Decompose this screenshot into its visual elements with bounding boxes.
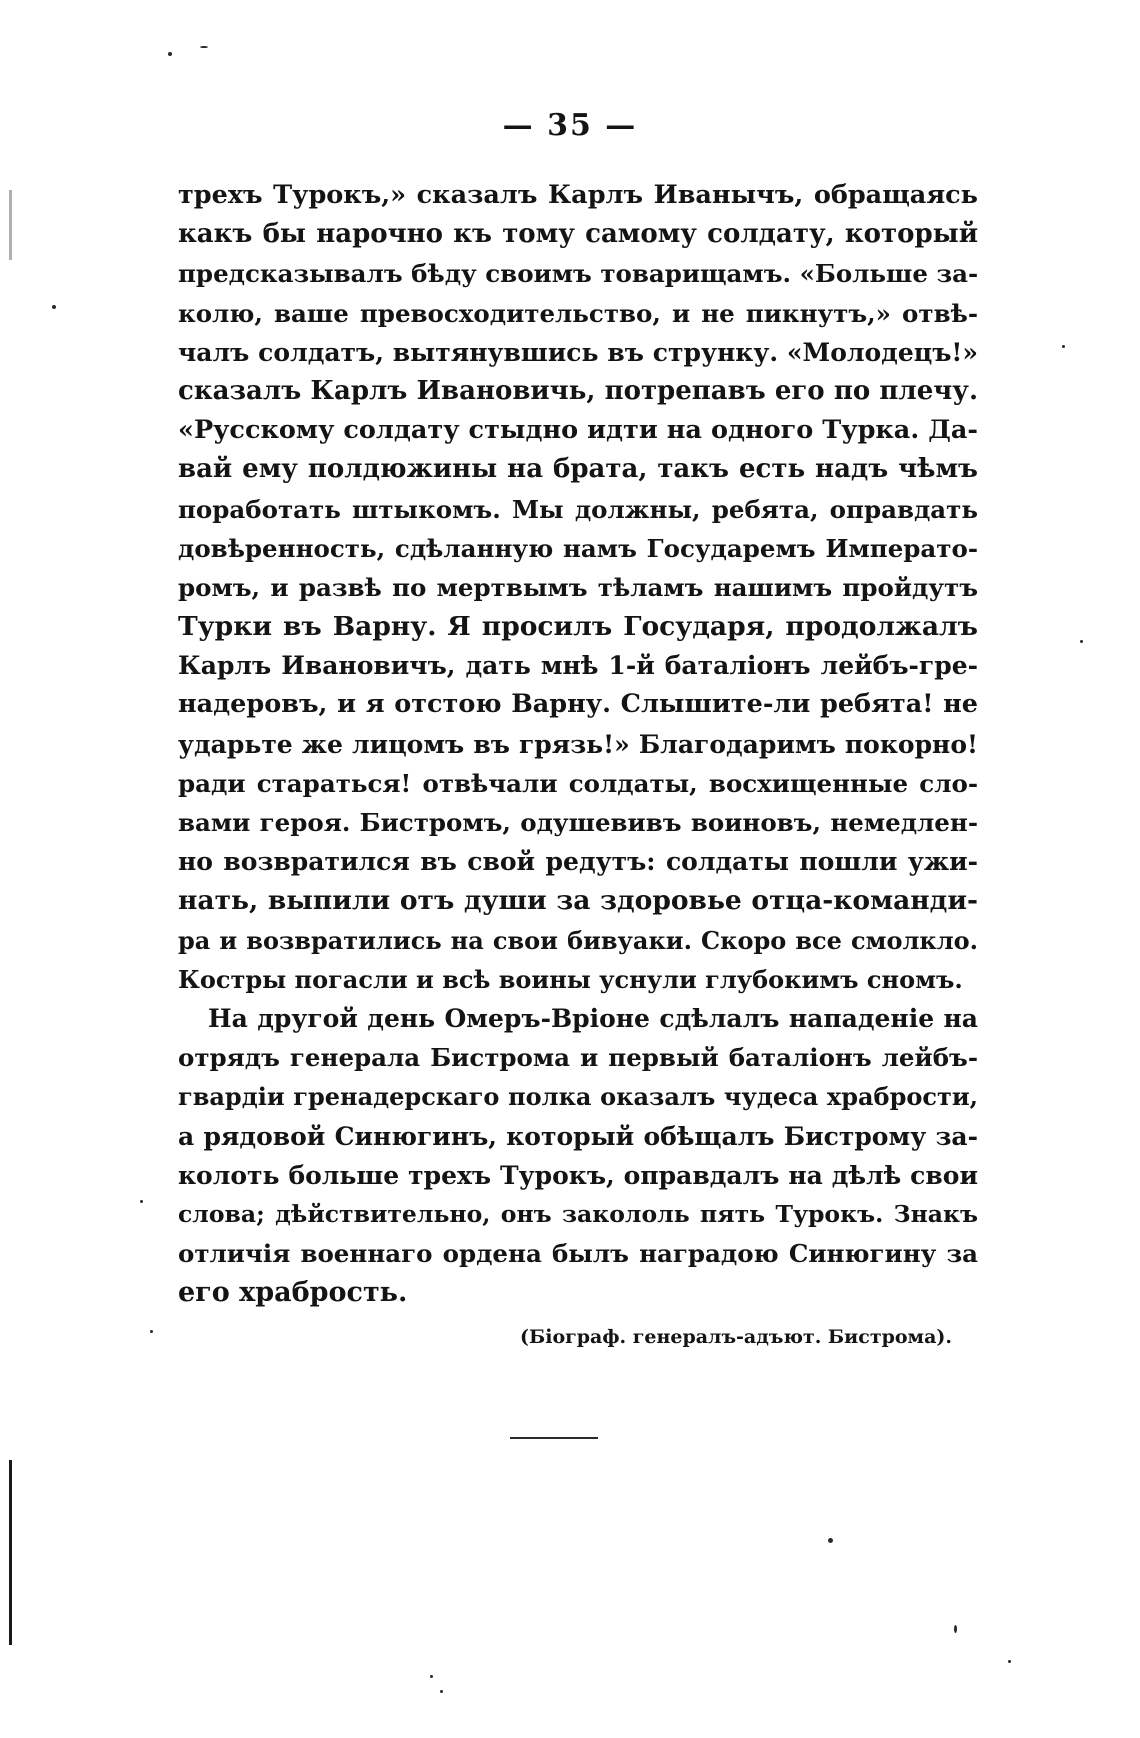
text-line: колю, ваше превосходительство, и не пикнутъ,» отвѣ- bbox=[178, 298, 978, 328]
text-line: ромъ, и развѣ по мертвымъ тѣламъ нашимъ пройдутъ bbox=[178, 572, 978, 602]
scan-speck bbox=[954, 1625, 957, 1633]
text-line: какъ бы нарочно къ тому самому солдату, который bbox=[178, 219, 978, 250]
scan-speck bbox=[828, 1538, 833, 1543]
text-line: слова; дѣйствительно, онъ закололь пять Турокъ. Знакъ bbox=[178, 1199, 978, 1228]
text-line: его храбрость. bbox=[178, 1277, 408, 1309]
page-number: — 35 — bbox=[502, 108, 638, 143]
text-line: а рядовой Синюгинъ, который обѣщалъ Бистрому за- bbox=[178, 1121, 978, 1151]
scan-speck bbox=[140, 1200, 143, 1203]
text-line: нать, выпили отъ души за здоровье отца-команди- bbox=[178, 885, 978, 917]
text-line: отличія военнаго ордена былъ наградою Синюгину за bbox=[178, 1239, 978, 1269]
text-line: Турки въ Варну. Я просилъ Государя, продолжалъ bbox=[178, 611, 978, 643]
text-line: вами героя. Бистромъ, одушевивъ воиновъ, немедлен- bbox=[178, 808, 978, 837]
scan-speck bbox=[430, 1675, 433, 1678]
text-line: Карлъ Ивановичъ, дать мнѣ 1-й баталіонъ лейбъ-гре- bbox=[178, 651, 978, 681]
text-line: поработать штыкомъ. Мы должны, ребята, оправдать bbox=[178, 494, 978, 524]
text-line: вай ему полдюжины на брата, такъ есть надъ чѣмъ bbox=[178, 454, 978, 485]
scan-speck bbox=[1080, 640, 1083, 643]
text-line: колоть больше трехъ Турокъ, оправдалъ на дѣлѣ свои bbox=[178, 1160, 978, 1190]
scan-edge-mark bbox=[9, 1460, 12, 1645]
text-line: Костры погасли и всѣ воины уснули глубокимъ сномъ. bbox=[178, 964, 963, 994]
separator-rule bbox=[510, 1437, 598, 1439]
source-citation: (Біограф. генералъ-адъют. Бистрома). bbox=[520, 1326, 952, 1348]
text-line: отрядъ генерала Бистрома и первый баталіонъ лейбъ- bbox=[178, 1043, 978, 1073]
text-line: гвардіи гренадерскаго полка оказалъ чудеса храбрости, bbox=[178, 1082, 978, 1112]
text-line: чалъ солдатъ, вытянувшись въ струнку. «Молодецъ!» bbox=[178, 337, 978, 367]
text-line: довѣренность, сдѣланную намъ Государемъ Императо- bbox=[178, 533, 978, 563]
text-line: предсказывалъ бѣду своимъ товарищамъ. «Больше за- bbox=[178, 259, 978, 289]
text-line: ради стараться! отвѣчали солдаты, восхищенные сло- bbox=[178, 768, 978, 798]
scan-speck bbox=[52, 305, 56, 309]
scan-speck bbox=[440, 1690, 443, 1693]
scan-edge-mark bbox=[9, 190, 12, 260]
scan-speck bbox=[200, 46, 208, 48]
text-line: надеровъ, и я отстою Варну. Слышите-ли ребята! не bbox=[178, 689, 978, 720]
scan-speck bbox=[1008, 1660, 1011, 1663]
scan-speck bbox=[168, 52, 172, 56]
scan-speck bbox=[1062, 345, 1065, 348]
text-line: ра и возвратились на свои бивуаки. Скоро все смолкло. bbox=[178, 925, 978, 955]
text-line: трехъ Турокъ,» сказалъ Карлъ Иванычъ, обращаясь bbox=[178, 180, 978, 210]
text-line: сказалъ Карлъ Ивановичь, потрепавъ его по плечу. bbox=[178, 375, 978, 406]
text-line: но возвратился въ свой редутъ: солдаты пошли ужи- bbox=[178, 847, 978, 877]
body-text bbox=[178, 176, 978, 1312]
text-line: ударьте же лицомъ въ грязь!» Благодаримъ покорно! bbox=[178, 729, 978, 759]
scan-speck bbox=[150, 1330, 153, 1333]
text-line: На другой день Омеръ-Вріоне сдѣлалъ нападеніе на bbox=[208, 1003, 978, 1033]
text-line: «Русскому солдату стыдно идти на одного Турка. Да- bbox=[178, 415, 978, 446]
